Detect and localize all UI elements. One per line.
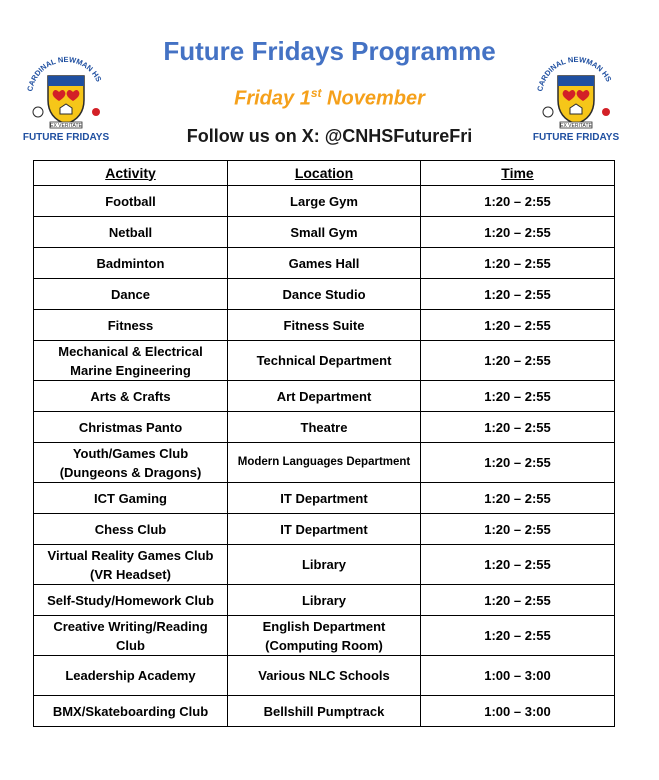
location-cell: Fitness Suite: [228, 310, 421, 341]
activity-cell: Netball: [34, 217, 228, 248]
activity-cell: Chess Club: [34, 514, 228, 545]
location-cell: Library: [228, 585, 421, 616]
activity-cell: Youth/Games Club (Dungeons & Dragons): [34, 443, 228, 483]
location-cell: Library: [228, 545, 421, 585]
svg-text:EX VERITATE: EX VERITATE: [50, 123, 82, 129]
table-row: [34, 186, 615, 217]
table-header-row: [34, 161, 615, 186]
time-cell: 1:20 – 2:55: [421, 616, 615, 656]
activity-cell: Arts & Crafts: [34, 381, 228, 412]
activity-cell: Christmas Panto: [34, 412, 228, 443]
schedule-table: [33, 160, 615, 727]
time-cell: 1:00 – 3:00: [421, 656, 615, 696]
time-cell: 1:20 – 2:55: [421, 412, 615, 443]
table-row: [34, 656, 615, 696]
activity-cell: ICT Gaming: [34, 483, 228, 514]
table-row: [34, 483, 615, 514]
time-cell: 1:20 – 2:55: [421, 483, 615, 514]
time-cell: 1:20 – 2:55: [421, 186, 615, 217]
location-cell: Large Gym: [228, 186, 421, 217]
location-cell: IT Department: [228, 514, 421, 545]
location-cell: Games Hall: [228, 248, 421, 279]
activity-cell: Virtual Reality Games Club (VR Headset): [34, 545, 228, 585]
activity-cell: Leadership Academy: [34, 656, 228, 696]
table-row: [34, 585, 615, 616]
location-cell: Technical Department: [228, 341, 421, 381]
future-fridays-logo-text: FUTURE FRIDAYS: [22, 132, 110, 143]
activity-cell: Fitness: [34, 310, 228, 341]
column-header-location: Location: [228, 161, 421, 186]
date-ordinal: st: [310, 86, 322, 100]
table-row: [34, 217, 615, 248]
location-cell: Art Department: [228, 381, 421, 412]
time-cell: 1:20 – 2:55: [421, 279, 615, 310]
location-cell: Small Gym: [228, 217, 421, 248]
location-cell: Bellshill Pumptrack: [228, 696, 421, 727]
column-header-time: Time: [421, 161, 615, 186]
time-cell: 1:20 – 2:55: [421, 545, 615, 585]
time-cell: 1:20 – 2:55: [421, 585, 615, 616]
date-month: November: [321, 87, 425, 110]
activity-cell: Badminton: [34, 248, 228, 279]
time-cell: 1:20 – 2:55: [421, 248, 615, 279]
time-cell: 1:20 – 2:55: [421, 341, 615, 381]
date-day: Friday 1: [234, 87, 311, 110]
activity-cell: Creative Writing/Reading Club: [34, 616, 228, 656]
svg-text:EX VERITATE: EX VERITATE: [560, 123, 592, 129]
activity-cell: BMX/Skateboarding Club: [34, 696, 228, 727]
activity-cell: Mechanical & Electrical Marine Engineering: [34, 341, 228, 381]
time-cell: 1:20 – 2:55: [421, 310, 615, 341]
table-row: [34, 514, 615, 545]
activity-cell: Self-Study/Homework Club: [34, 585, 228, 616]
programme-date: [0, 86, 659, 111]
column-header-activity: Activity: [34, 161, 228, 186]
social-follow-text: Follow us on X: @CNHSFutureFri: [186, 126, 473, 146]
svg-text:CARDINAL NEWMAN HS: CARDINAL NEWMAN HS: [535, 55, 614, 93]
future-fridays-logo-text: FUTURE FRIDAYS: [532, 132, 620, 143]
activity-cell: Dance: [34, 279, 228, 310]
time-cell: 1:20 – 2:55: [421, 443, 615, 483]
table-row: [34, 696, 615, 727]
table-row: [34, 310, 615, 341]
svg-text:CARDINAL NEWMAN HS: CARDINAL NEWMAN HS: [25, 55, 104, 93]
table-row: [34, 443, 615, 483]
table-row: [34, 279, 615, 310]
location-cell: Dance Studio: [228, 279, 421, 310]
table-row: [34, 545, 615, 585]
table-row: [34, 248, 615, 279]
table-row: [34, 381, 615, 412]
time-cell: 1:20 – 2:55: [421, 217, 615, 248]
activity-cell: Football: [34, 186, 228, 217]
location-cell: Theatre: [228, 412, 421, 443]
location-cell: English Department (Computing Room): [228, 616, 421, 656]
table-row: [34, 412, 615, 443]
time-cell: 1:20 – 2:55: [421, 514, 615, 545]
location-cell: Modern Languages Department: [228, 443, 421, 483]
table-row: [34, 616, 615, 656]
time-cell: 1:00 – 3:00: [421, 696, 615, 727]
page-title: Future Fridays Programme: [163, 36, 496, 66]
time-cell: 1:20 – 2:55: [421, 381, 615, 412]
location-cell: IT Department: [228, 483, 421, 514]
table-row: [34, 341, 615, 381]
location-cell: Various NLC Schools: [228, 656, 421, 696]
